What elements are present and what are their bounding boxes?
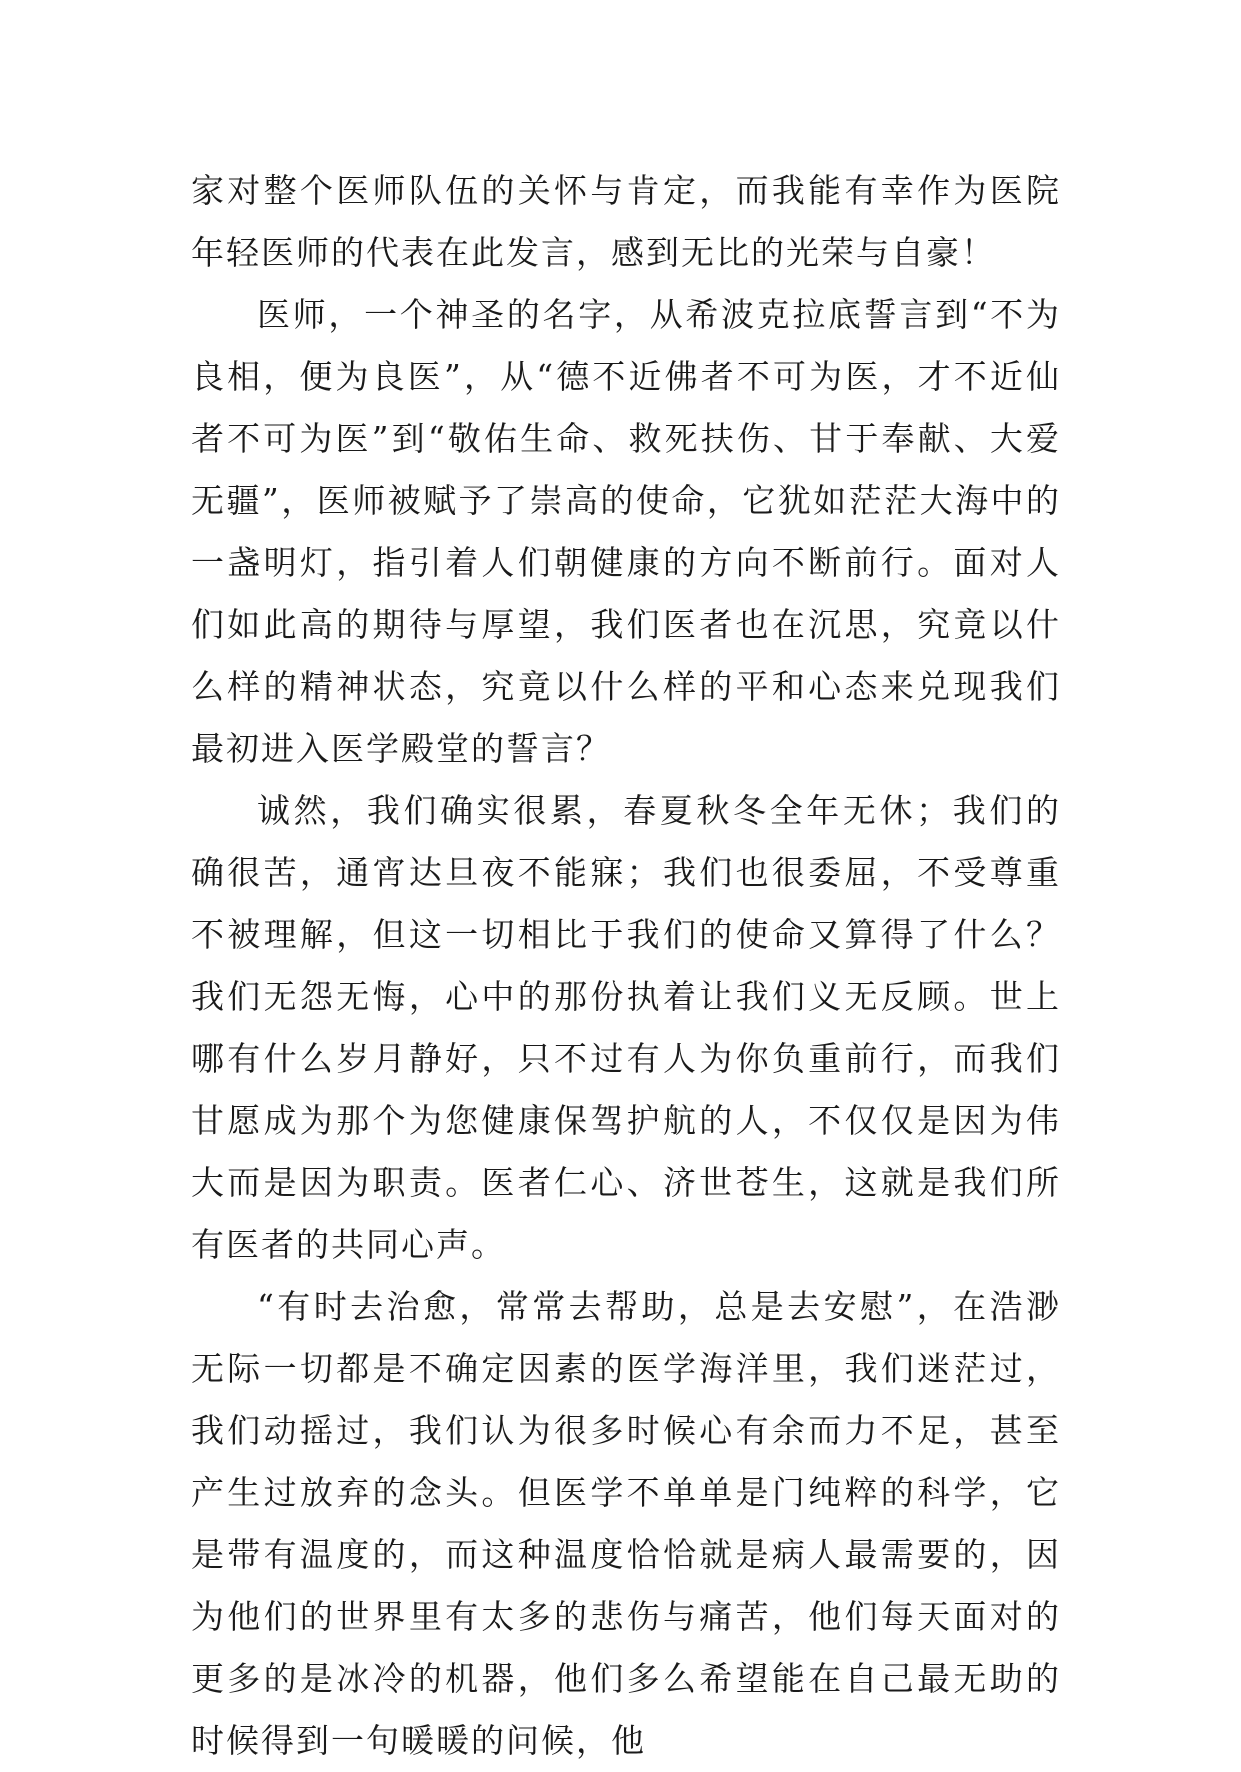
paragraph-continuation: 家对整个医师队伍的关怀与肯定，而我能有幸作为医院年轻医师的代表在此发言，感到无比的光荣与自豪！ — [191, 171, 1061, 272]
paragraph-hardship: 诚然，我们确实很累，春夏秋冬全年无休；我们的确很苦，通宵达旦夜不能寐；我们也很委屈，不受尊重不被理解，但这一切相比于我们的使命又算得了什么？我们无怨无悔，心中的那份执着让我们义无反顾。世上哪有什么岁月静好，只不过有人为你负重前行，而我们甘愿成为那个为您健康保驾护航的人，不仅仅是因为伟大而是因为职责。医者仁心、济世苍生，这就是我们所有医者的共同心声。 — [191, 791, 1061, 1264]
paragraph-comfort: “有时去治愈，常常去帮助，总是去安慰”，在浩渺无际一切都是不确定因素的医学海洋里，我们迷茫过，我们动摇过，我们认为很多时候心有余而力不足，甚至产生过放弃的念头。但医学不单单是门纯粹的科学，它是带有温度的，而这种温度恰恰就是病人最需要的，因为他们的世界里有太多的悲伤与痛苦，他们每天面对的更多的是冰冷的机器，他们多么希望能在自己最无助的时候得到一句暖暖的问候，他 — [191, 1287, 1061, 1760]
document-body — [191, 160, 1061, 1772]
paragraph-physician-mission: 医师，一个神圣的名字，从希波克拉底誓言到“不为良相，便为良医”，从“德不近佛者不可为医，才不近仙者不可为医”到“敬佑生命、救死扶伤、甘于奉献、大爱无疆”，医师被赋予了崇高的使命，它犹如茫茫大海中的一盏明灯，指引着人们朝健康的方向不断前行。面对人们如此高的期待与厚望，我们医者也在沉思，究竟以什么样的精神状态，究竟以什么样的平和心态来兑现我们最初进入医学殿堂的誓言？ — [191, 295, 1061, 768]
